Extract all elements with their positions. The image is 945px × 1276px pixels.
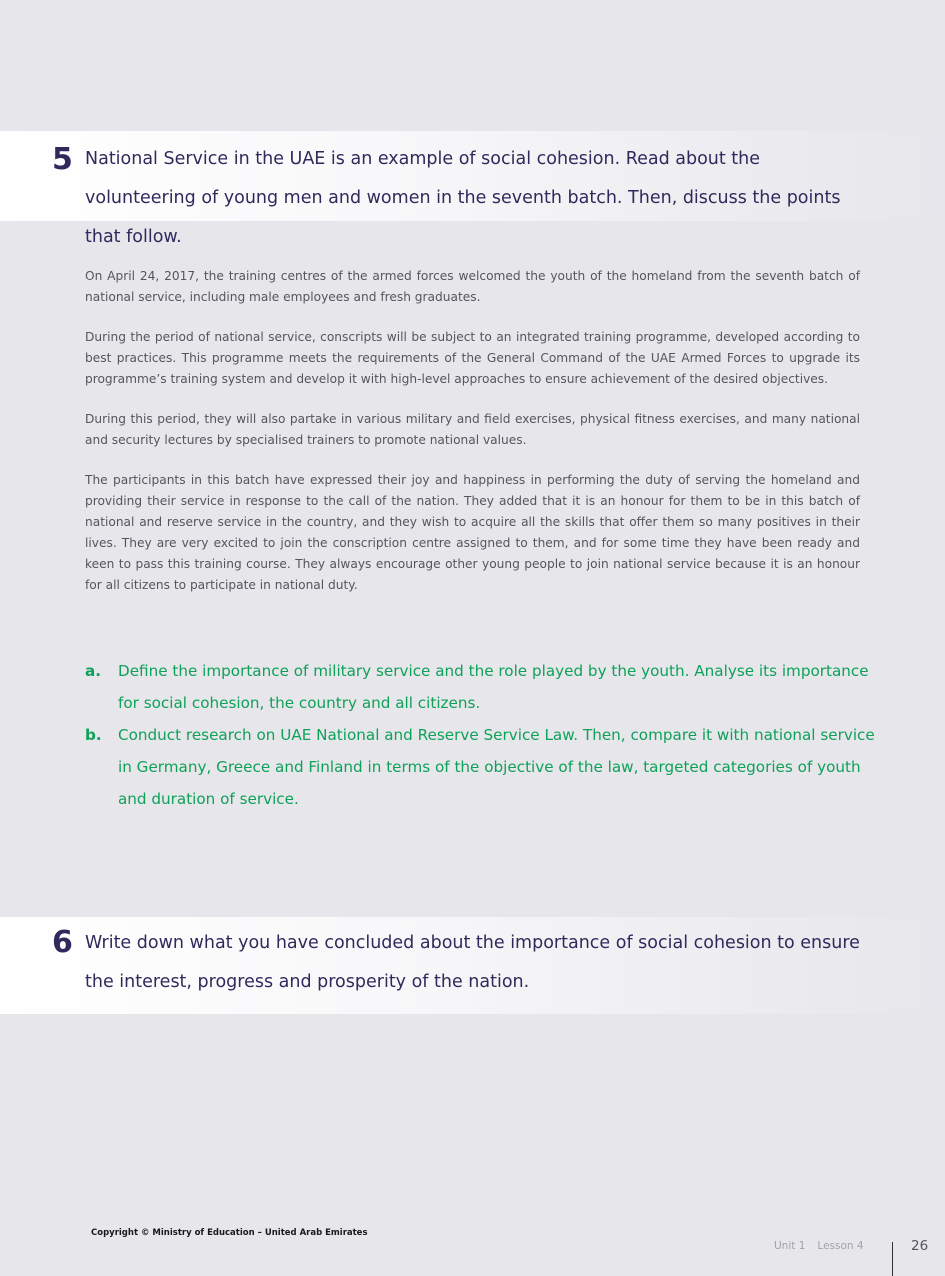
question-6-number: 6 [52,925,73,960]
task-letter: a. [85,662,102,680]
task-item-b [85,719,875,815]
task-letter: b. [85,726,102,744]
article-text [85,266,860,615]
article-paragraph-3: During this period, they will also partake in various military and field exercises, physical fitness exercises, and many national and security lectures by specialised trainers to promote national values. [85,412,860,447]
unit-label: Unit 1 [774,1240,806,1252]
question-5-band [0,131,945,247]
article-paragraph-1: On April 24, 2017, the training centres of the armed forces welcomed the youth of the homeland from the seventh batch of national service, including male employees and fresh graduates. [85,269,860,304]
task-text: Conduct research on UAE National and Reserve Service Law. Then, compare it with national service in Germany, Greece and Finland in terms of the objective of the law, targeted categories of youth and duration of service. [118,726,875,808]
article-paragraph-4: The participants in this batch have expressed their joy and happiness in performing the duty of serving the homeland and providing their service in response to the call of the nation. They added that it is an honour for them to be in this batch of national and reserve service in the country, and they wish to acquire all the skills that offer them so many positives in their lives. They are very excited to join the conscription centre assigned to them, and for some time they have been ready and keen to pass this training course. They always encourage other young people to join national service because it is an honour for all citizens to participate in national duty. [85,473,860,592]
task-item-a [85,655,875,719]
article-paragraph-2: During the period of national service, conscripts will be subject to an integrated training programme, developed according to best practices. This programme meets the requirements of the General Command of the UAE Armed Forces to upgrade its programme’s training system and develop it with high-level approaches to ensure achievement of the desired objectives. [85,330,860,386]
discussion-points [85,655,875,815]
question-5-text: National Service in the UAE is an example of social cohesion. Read about the volunteering of young men and women in the seventh batch. Then, discuss the points that follow. [85,149,841,247]
question-6-text: Write down what you have concluded about the importance of social cohesion to ensure the interest, progress and prosperity of the nation. [85,933,860,992]
copyright-notice: Copyright © Ministry of Education – United Arab Emirates [91,1228,368,1238]
question-5-number: 5 [52,142,73,177]
task-text: Define the importance of military service and the role played by the youth. Analyse its importance for social cohesion, the country and all citizens. [118,662,869,712]
footer-divider [892,1242,893,1276]
lesson-label: Lesson 4 [817,1240,864,1252]
question-6-band [0,917,945,1014]
unit-lesson-label [774,1240,864,1252]
page-number: 26 [911,1238,929,1254]
